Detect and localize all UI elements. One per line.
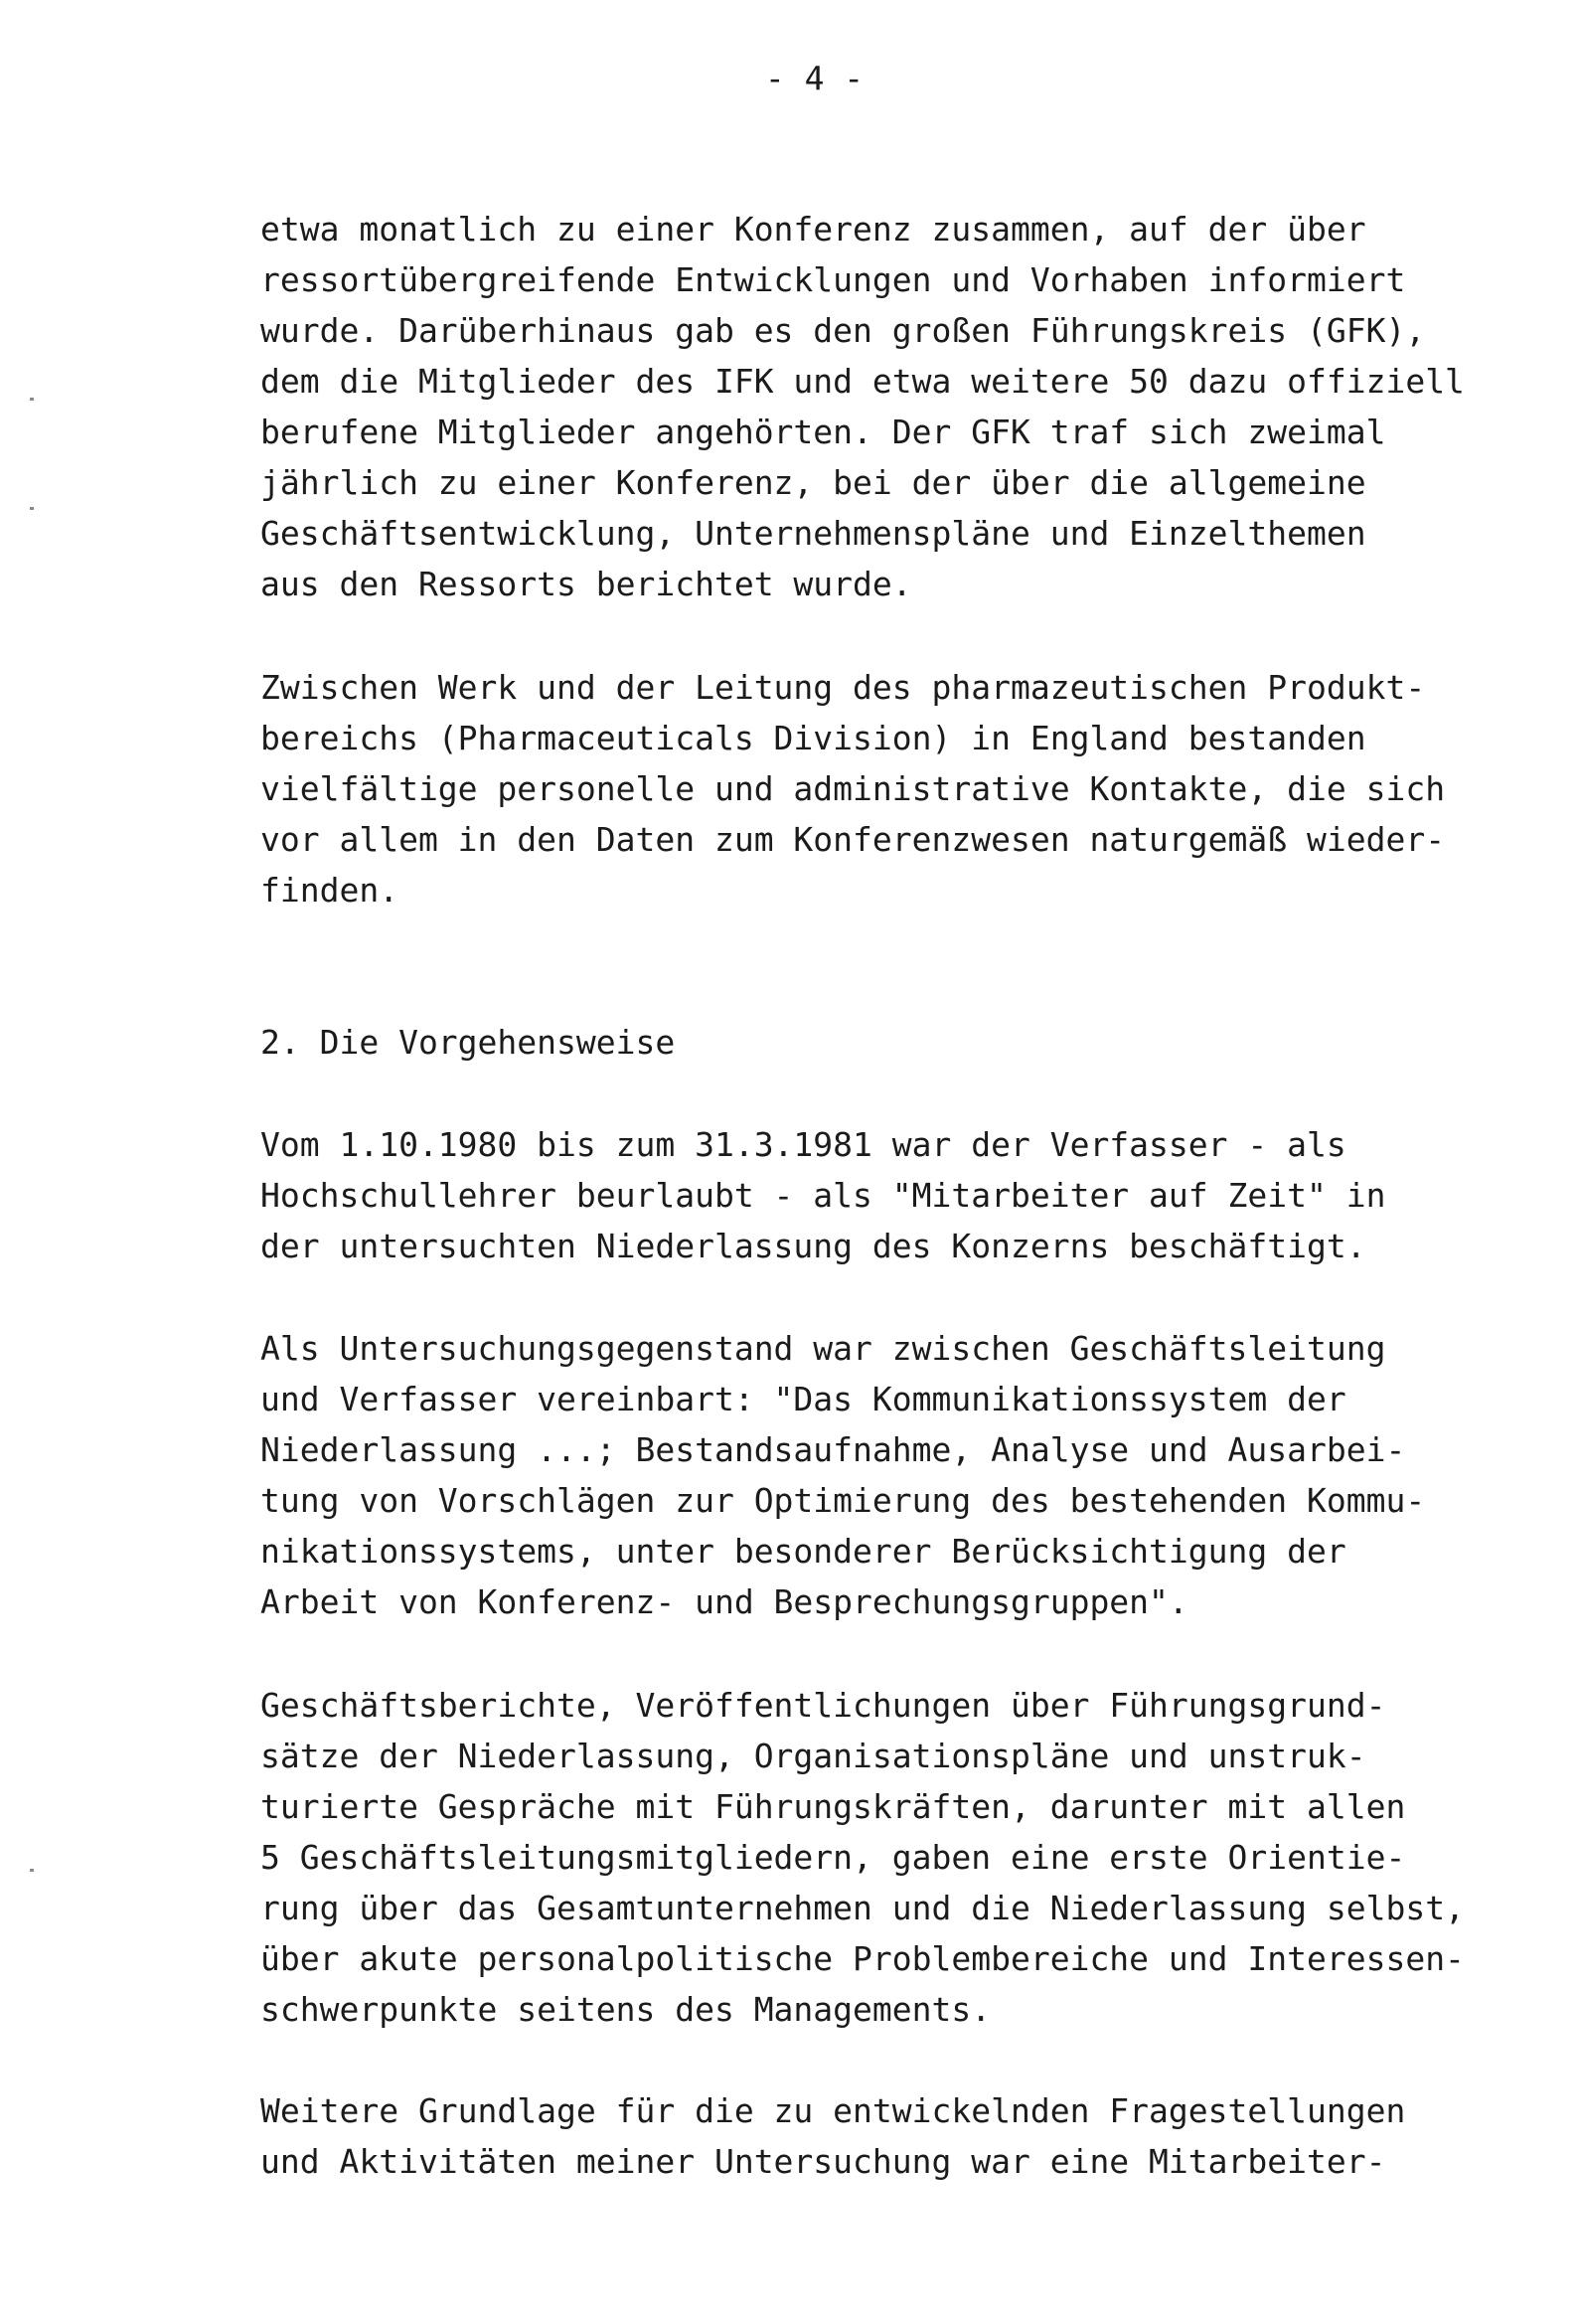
text-line: berufene Mitglieder angehörten. Der GFK traf sich zweimal <box>260 413 1386 451</box>
text-line: Geschäftsberichte, Veröffentlichungen über Führungsgrund- <box>260 1686 1386 1725</box>
text-line: jährlich zu einer Konferenz, bei der über die allgemeine <box>260 463 1366 502</box>
text-line: Geschäftsentwicklung, Unternehmenspläne und Einzelthemen <box>260 514 1366 553</box>
text-line: tung von Vorschlägen zur Optimierung des bestehenden Kommu- <box>260 1481 1426 1520</box>
margin-mark <box>30 1869 34 1872</box>
text-line: finden. <box>260 871 399 910</box>
text-line: ressortübergreifende Entwicklungen und Vorhaben informiert <box>260 260 1406 299</box>
paragraph <box>260 204 1502 609</box>
text-line: vor allem in den Daten zum Konferenzwesen naturgemäß wieder- <box>260 820 1446 859</box>
text-line: turierte Gespräche mit Führungskräften, darunter mit allen <box>260 1787 1406 1826</box>
text-line: bereichs (Pharmaceuticals Division) in England bestanden <box>260 719 1366 757</box>
text-line: vielfältige personelle und administrative Kontakte, die sich <box>260 769 1446 808</box>
text-line: nikationssystems, unter besonderer Berücksichtigung der <box>260 1532 1346 1571</box>
paragraph <box>260 1119 1502 1271</box>
margin-mark <box>30 398 34 401</box>
paragraph <box>260 1680 1502 2035</box>
text-line: etwa monatlich zu einer Konferenz zusammen, auf der über <box>260 210 1366 249</box>
text-line: Niederlassung ...; Bestandsaufnahme, Analyse und Ausarbei- <box>260 1430 1406 1469</box>
paragraph <box>260 2085 1502 2187</box>
text-line: 5 Geschäftsleitungsmitgliedern, gaben eine erste Orientie- <box>260 1838 1406 1877</box>
text-line: und Verfasser vereinbart: "Das Kommunikationssystem der <box>260 1380 1346 1418</box>
paragraph <box>260 662 1502 915</box>
text-line: der untersuchten Niederlassung des Konzerns beschäftigt. <box>260 1227 1366 1265</box>
text-line: rung über das Gesamtunternehmen und die Niederlassung selbst, <box>260 1889 1465 1927</box>
section-heading <box>260 1017 1502 1068</box>
text-line: wurde. Darüberhinaus gab es den großen Führungskreis (GFK), <box>260 311 1426 350</box>
page-number: - 4 - <box>764 59 865 97</box>
text-line: über akute personalpolitische Problembereiche und Interessen- <box>260 1939 1465 1978</box>
text-line: dem die Mitglieder des IFK und etwa weitere 50 dazu offiziell <box>260 362 1465 401</box>
text-line: Arbeit von Konferenz- und Besprechungsgruppen". <box>260 1582 1188 1621</box>
text-line: schwerpunkte seitens des Managements. <box>260 1990 992 2029</box>
text-line: Weitere Grundlage für die zu entwickelnden Fragestellungen <box>260 2091 1406 2130</box>
text-line: aus den Ressorts berichtet wurde. <box>260 565 912 603</box>
margin-mark <box>30 507 34 510</box>
text-line: Als Untersuchungsgegenstand war zwischen Geschäftsleitung <box>260 1329 1386 1368</box>
text-line: und Aktivitäten meiner Untersuchung war eine Mitarbeiter- <box>260 2142 1386 2181</box>
text-line: 2. Die Vorgehensweise <box>260 1023 676 1062</box>
paragraph <box>260 1323 1502 1627</box>
text-line: sätze der Niederlassung, Organisationspläne und unstruk- <box>260 1737 1366 1775</box>
text-line: Zwischen Werk und der Leitung des pharmazeutischen Produkt- <box>260 668 1426 707</box>
text-line: Hochschullehrer beurlaubt - als "Mitarbeiter auf Zeit" in <box>260 1176 1386 1215</box>
text-line: Vom 1.10.1980 bis zum 31.3.1981 war der Verfasser - als <box>260 1125 1346 1164</box>
